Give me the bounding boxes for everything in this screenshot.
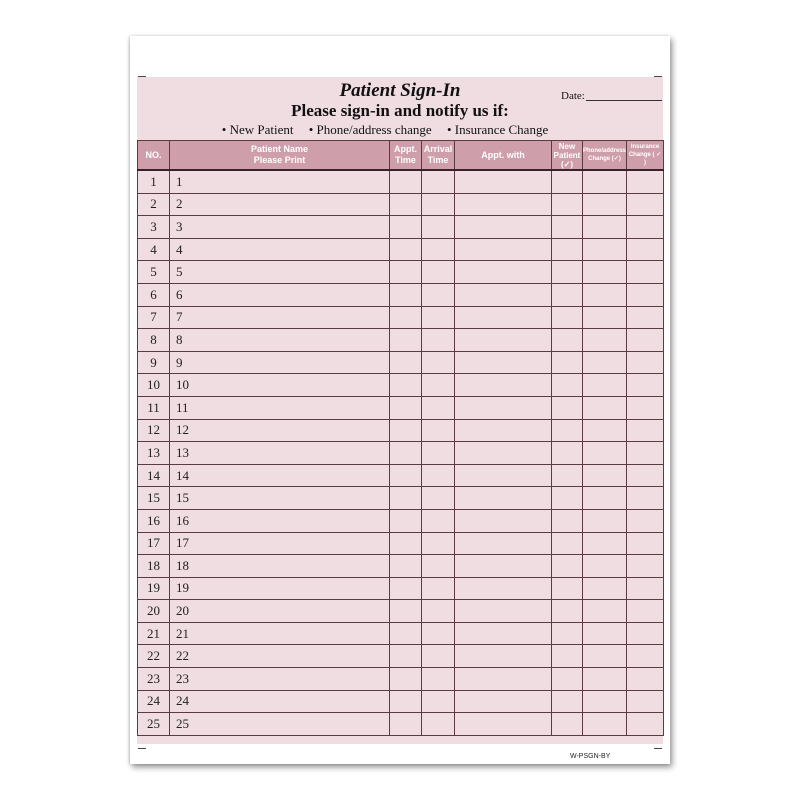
appt-with-cell[interactable] [455,283,552,306]
phone-change-check-cell[interactable] [583,577,627,600]
table-row [138,329,664,352]
new-patient-check-cell[interactable] [552,419,583,442]
row-number: 3 [138,216,170,239]
row-number: 4 [138,238,170,261]
insurance-change-check-cell[interactable] [627,668,664,691]
row-number: 23 [138,668,170,691]
arrival-time-cell[interactable] [422,464,455,487]
insurance-change-check-cell[interactable] [627,283,664,306]
appt-with-cell[interactable] [455,329,552,352]
phone-change-check-cell[interactable] [583,668,627,691]
phone-change-check-cell[interactable] [583,306,627,329]
new-patient-check-cell[interactable] [552,622,583,645]
new-patient-check-cell[interactable] [552,577,583,600]
new-patient-check-cell[interactable] [552,464,583,487]
table-row [138,532,664,555]
insurance-change-check-cell[interactable] [627,396,664,419]
table-row [138,374,664,397]
insurance-change-check-cell[interactable] [627,600,664,623]
new-patient-check-cell[interactable] [552,283,583,306]
reason-new-patient: • New Patient [221,122,294,137]
row-number: 7 [138,306,170,329]
table-row [138,713,664,736]
arrival-time-cell[interactable] [422,193,455,216]
crop-mark [138,76,146,77]
phone-change-check-cell[interactable] [583,555,627,578]
header-appt-line2: Time [395,155,416,165]
table-row [138,645,664,668]
patient-name-cell[interactable]: 7 [170,306,390,329]
appt-with-cell[interactable] [455,690,552,713]
patient-name-cell[interactable]: 10 [170,374,390,397]
arrival-time-cell[interactable] [422,713,455,736]
row-number: 17 [138,532,170,555]
form-code: W-PSGN-BY [570,753,611,760]
new-patient-check-cell[interactable] [552,238,583,261]
table-row [138,442,664,465]
table-row [138,396,664,419]
patient-name-cell[interactable]: 17 [170,532,390,555]
header-phone-line1: Phone/address [583,148,627,154]
insurance-change-check-cell[interactable] [627,577,664,600]
insurance-change-check-cell[interactable] [627,622,664,645]
appt-with-cell[interactable] [455,555,552,578]
row-number: 20 [138,600,170,623]
new-patient-check-cell[interactable] [552,329,583,352]
insurance-change-check-cell[interactable] [627,713,664,736]
arrival-time-cell[interactable] [422,442,455,465]
row-number: 13 [138,442,170,465]
row-number: 18 [138,555,170,578]
row-number: 9 [138,351,170,374]
header-name-line2: Please Print [253,155,306,165]
insurance-change-check-cell[interactable] [627,419,664,442]
header-new-line2: Patient [553,150,581,160]
appt-time-cell[interactable] [390,238,422,261]
arrival-time-cell[interactable] [422,509,455,532]
table-row [138,170,664,193]
row-number: 19 [138,577,170,600]
header-ins-line2: Change ( ✓ ) [628,152,662,166]
row-number: 2 [138,193,170,216]
insurance-change-check-cell[interactable] [627,216,664,239]
appt-time-cell[interactable] [390,487,422,510]
phone-change-check-cell[interactable] [583,193,627,216]
arrival-time-cell[interactable] [422,600,455,623]
date-field[interactable] [586,100,662,101]
header-ins-line1: Insurance [630,144,660,150]
new-patient-check-cell[interactable] [552,645,583,668]
phone-change-check-cell[interactable] [583,170,627,193]
arrival-time-cell[interactable] [422,216,455,239]
form-subtitle: Please sign-in and notify us if: [291,101,509,120]
insurance-change-check-cell[interactable] [627,442,664,465]
new-patient-check-cell[interactable] [552,193,583,216]
arrival-time-cell[interactable] [422,396,455,419]
patient-name-cell[interactable]: 14 [170,464,390,487]
row-number: 1 [138,170,170,193]
phone-change-check-cell[interactable] [583,532,627,555]
arrival-time-cell[interactable] [422,170,455,193]
patient-name-cell[interactable]: 11 [170,396,390,419]
appt-with-cell[interactable] [455,374,552,397]
table-row [138,690,664,713]
row-number: 21 [138,622,170,645]
patient-name-cell[interactable]: 3 [170,216,390,239]
table-row [138,668,664,691]
new-patient-check-cell[interactable] [552,170,583,193]
new-patient-check-cell[interactable] [552,306,583,329]
header-arrival-time [422,141,455,171]
header-arrival-line1: Arrival [423,144,453,154]
insurance-change-check-cell[interactable] [627,306,664,329]
arrival-time-cell[interactable] [422,283,455,306]
patient-name-cell[interactable]: 13 [170,442,390,465]
header-new-line3: (✓) [560,159,574,169]
appt-time-cell[interactable] [390,351,422,374]
patient-name-cell[interactable]: 1 [170,170,390,193]
phone-change-check-cell[interactable] [583,419,627,442]
table-row [138,600,664,623]
header-no: NO. [138,141,170,171]
patient-name-cell[interactable]: 16 [170,509,390,532]
patient-name-cell[interactable]: 15 [170,487,390,510]
table-row [138,193,664,216]
new-patient-check-cell[interactable] [552,351,583,374]
appt-time-cell[interactable] [390,577,422,600]
row-number: 22 [138,645,170,668]
appt-time-cell[interactable] [390,216,422,239]
appt-with-cell[interactable] [455,622,552,645]
phone-change-check-cell[interactable] [583,622,627,645]
table-row [138,555,664,578]
patient-name-cell[interactable]: 23 [170,668,390,691]
header-row [138,141,664,171]
arrival-time-cell[interactable] [422,329,455,352]
crop-mark [654,76,662,77]
appt-time-cell[interactable] [390,622,422,645]
patient-name-cell[interactable]: 20 [170,600,390,623]
header-phone-line2: Change (✓) [588,156,621,162]
phone-change-check-cell[interactable] [583,374,627,397]
row-number: 8 [138,329,170,352]
appt-with-cell[interactable] [455,645,552,668]
row-number: 25 [138,713,170,736]
phone-change-check-cell[interactable] [583,645,627,668]
reason-phone-address: • Phone/address change [308,122,432,137]
patient-name-cell[interactable]: 19 [170,577,390,600]
new-patient-check-cell[interactable] [552,600,583,623]
appt-time-cell[interactable] [390,532,422,555]
appt-time-cell[interactable] [390,193,422,216]
phone-change-check-cell[interactable] [583,283,627,306]
appt-time-cell[interactable] [390,600,422,623]
insurance-change-check-cell[interactable] [627,532,664,555]
appt-with-cell[interactable] [455,306,552,329]
arrival-time-cell[interactable] [422,668,455,691]
insurance-change-check-cell[interactable] [627,509,664,532]
appt-with-cell[interactable] [455,532,552,555]
appt-time-cell[interactable] [390,419,422,442]
phone-change-check-cell[interactable] [583,238,627,261]
header-phone-change [583,141,627,171]
appt-with-cell[interactable] [455,193,552,216]
appt-with-cell[interactable] [455,487,552,510]
phone-change-check-cell[interactable] [583,351,627,374]
form-title: Patient Sign-In [339,80,461,101]
row-number: 10 [138,374,170,397]
patient-name-cell[interactable]: 6 [170,283,390,306]
table-row [138,216,664,239]
appt-with-cell[interactable] [455,351,552,374]
header-new-line1: New [558,141,576,151]
insurance-change-check-cell[interactable] [627,555,664,578]
appt-with-cell[interactable] [455,464,552,487]
table-row [138,509,664,532]
table-row [138,306,664,329]
appt-with-cell[interactable] [455,668,552,691]
row-number: 15 [138,487,170,510]
table-row [138,487,664,510]
phone-change-check-cell[interactable] [583,600,627,623]
arrival-time-cell[interactable] [422,645,455,668]
new-patient-check-cell[interactable] [552,396,583,419]
appt-time-cell[interactable] [390,396,422,419]
appt-with-cell[interactable] [455,442,552,465]
arrival-time-cell[interactable] [422,306,455,329]
sign-in-rows [138,170,664,735]
patient-name-cell[interactable]: 8 [170,329,390,352]
new-patient-check-cell[interactable] [552,690,583,713]
header-appt-line1: Appt. [394,144,417,154]
crop-mark [138,748,146,749]
appt-with-cell[interactable] [455,577,552,600]
new-patient-check-cell[interactable] [552,374,583,397]
patient-name-cell[interactable]: 22 [170,645,390,668]
insurance-change-check-cell[interactable] [627,170,664,193]
insurance-change-check-cell[interactable] [627,238,664,261]
appt-with-cell[interactable] [455,261,552,284]
appt-with-cell[interactable] [455,600,552,623]
insurance-change-check-cell[interactable] [627,374,664,397]
header-patient-name [170,141,390,171]
crop-mark [654,748,662,749]
header-appt-time [390,141,422,171]
patient-name-cell[interactable]: 25 [170,713,390,736]
appt-time-cell[interactable] [390,261,422,284]
appt-time-cell[interactable] [390,713,422,736]
appt-with-cell[interactable] [455,238,552,261]
row-number: 16 [138,509,170,532]
phone-change-check-cell[interactable] [583,690,627,713]
phone-change-check-cell[interactable] [583,261,627,284]
phone-change-check-cell[interactable] [583,487,627,510]
insurance-change-check-cell[interactable] [627,351,664,374]
table-row [138,464,664,487]
table-row [138,419,664,442]
insurance-change-check-cell[interactable] [627,645,664,668]
new-patient-check-cell[interactable] [552,487,583,510]
patient-name-cell[interactable]: 9 [170,351,390,374]
phone-change-check-cell[interactable] [583,329,627,352]
header-arrival-line2: Time [427,155,449,165]
table-row [138,283,664,306]
appt-time-cell[interactable] [390,464,422,487]
appt-with-cell[interactable] [455,509,552,532]
appt-time-cell[interactable] [390,555,422,578]
appt-time-cell[interactable] [390,645,422,668]
phone-change-check-cell[interactable] [583,216,627,239]
insurance-change-check-cell[interactable] [627,261,664,284]
new-patient-check-cell[interactable] [552,509,583,532]
row-number: 5 [138,261,170,284]
appt-time-cell[interactable] [390,374,422,397]
table-row [138,577,664,600]
appt-with-cell[interactable] [455,396,552,419]
table-row [138,351,664,374]
arrival-time-cell[interactable] [422,577,455,600]
arrival-time-cell[interactable] [422,374,455,397]
header-insurance-change [627,141,664,171]
patient-name-cell[interactable]: 24 [170,690,390,713]
arrival-time-cell[interactable] [422,690,455,713]
header-name-line1: Patient Name [250,144,309,154]
appt-time-cell[interactable] [390,283,422,306]
sign-in-sheet [130,36,670,764]
patient-name-cell[interactable]: 21 [170,622,390,645]
appt-with-cell[interactable] [455,419,552,442]
table-row [138,238,664,261]
arrival-time-cell[interactable] [422,238,455,261]
new-patient-check-cell[interactable] [552,261,583,284]
phone-change-check-cell[interactable] [583,442,627,465]
appt-with-cell[interactable] [455,170,552,193]
patient-name-cell[interactable]: 12 [170,419,390,442]
sign-in-table [137,140,664,736]
appt-with-cell[interactable] [455,216,552,239]
table-row [138,622,664,645]
appt-with-cell[interactable] [455,713,552,736]
arrival-time-cell[interactable] [422,351,455,374]
new-patient-check-cell[interactable] [552,442,583,465]
new-patient-check-cell[interactable] [552,532,583,555]
table-row [138,261,664,284]
insurance-change-check-cell[interactable] [627,193,664,216]
phone-change-check-cell[interactable] [583,396,627,419]
appt-time-cell[interactable] [390,170,422,193]
phone-change-check-cell[interactable] [583,713,627,736]
arrival-time-cell[interactable] [422,261,455,284]
new-patient-check-cell[interactable] [552,555,583,578]
row-number: 24 [138,690,170,713]
appt-time-cell[interactable] [390,690,422,713]
patient-name-cell[interactable]: 18 [170,555,390,578]
appt-time-cell[interactable] [390,668,422,691]
appt-time-cell[interactable] [390,329,422,352]
arrival-time-cell[interactable] [422,419,455,442]
insurance-change-check-cell[interactable] [627,464,664,487]
reason-insurance: • Insurance Change [446,122,549,137]
row-number: 6 [138,283,170,306]
new-patient-check-cell[interactable] [552,713,583,736]
phone-change-check-cell[interactable] [583,509,627,532]
notify-reasons [130,122,640,138]
new-patient-check-cell[interactable] [552,668,583,691]
header-new-patient [552,141,583,171]
date-label: Date: [561,90,585,102]
arrival-time-cell[interactable] [422,532,455,555]
header-appt-with: Appt. with [455,141,552,171]
insurance-change-check-cell[interactable] [627,690,664,713]
new-patient-check-cell[interactable] [552,216,583,239]
arrival-time-cell[interactable] [422,555,455,578]
appt-time-cell[interactable] [390,306,422,329]
row-number: 12 [138,419,170,442]
arrival-time-cell[interactable] [422,487,455,510]
phone-change-check-cell[interactable] [583,464,627,487]
arrival-time-cell[interactable] [422,622,455,645]
insurance-change-check-cell[interactable] [627,487,664,510]
patient-name-cell[interactable]: 2 [170,193,390,216]
row-number: 11 [138,396,170,419]
appt-time-cell[interactable] [390,509,422,532]
patient-name-cell[interactable]: 5 [170,261,390,284]
patient-name-cell[interactable]: 4 [170,238,390,261]
insurance-change-check-cell[interactable] [627,329,664,352]
row-number: 14 [138,464,170,487]
appt-time-cell[interactable] [390,442,422,465]
